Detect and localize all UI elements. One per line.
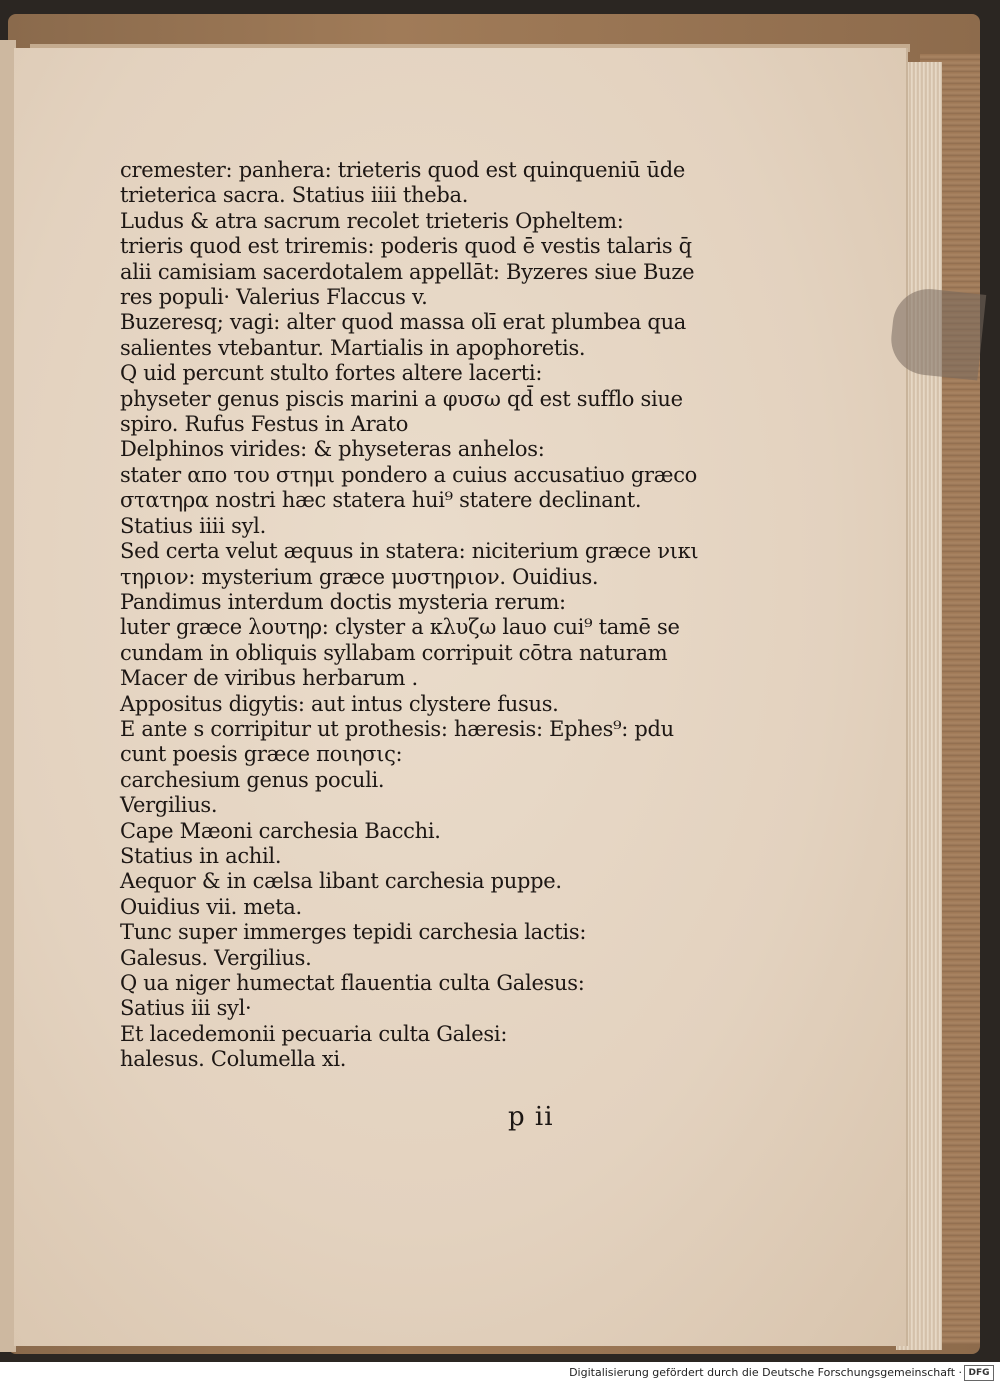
text-line: halesus. Columella xi.	[120, 1047, 347, 1072]
text-line: Galesus. Vergilius.	[120, 945, 312, 970]
text-line: Sed certa velut æquus in statera: niciterium græce νικι	[120, 539, 699, 564]
text-line: stater απο του στημι pondero a cuius accusatiuo græco	[120, 462, 698, 487]
dfg-logo: DFG	[964, 1365, 994, 1381]
text-line: Buzeresq; vagi: alter quod massa olī erat plumbea qua	[120, 310, 687, 335]
text-line: Q ua niger humectat flauentia culta Galesus:	[120, 971, 585, 995]
text-line: E ante s corripitur ut prothesis: hæresis: Ephes⁹: pdu	[120, 716, 674, 741]
text-line: cunt poesis græce ποιησις:	[120, 742, 403, 767]
text-line: Delphinos virides: & physeteras anhelos:	[120, 437, 545, 462]
text-line: Cape Mæoni carchesia Bacchi.	[120, 818, 441, 843]
text-line: Statius in achil.	[120, 843, 282, 868]
text-line: physeter genus piscis marini a φυσω qd̄ est sufflo siue	[120, 386, 683, 411]
text-line: Statius iiii syl.	[120, 513, 266, 538]
text-line: res populi· Valerius Flaccus v.	[120, 285, 428, 310]
text-line: Et lacedemonii pecuaria culta Galesi:	[120, 1021, 508, 1046]
text-line: Appositus digytis: aut intus clystere fusus.	[120, 691, 559, 716]
text-line: τηριον: mysterium græce μυστηριον. Ouidius.	[120, 564, 599, 589]
text-line: Q uid percunt stulto fortes altere lacerti:	[120, 361, 543, 386]
text-line: Aequor & in cælsa libant carchesia puppe.	[120, 869, 562, 894]
text-line: Macer de viribus herbarum .	[120, 666, 418, 691]
text-line: spiro. Rufus Festus in Arato	[120, 412, 409, 437]
page-text	[120, 158, 700, 1073]
footer-bar	[0, 1362, 1000, 1382]
text-line: Pandimus interdum doctis mysteria rerum:	[120, 589, 566, 614]
text-line: cremester: panhera: trieteris quod est quinqueniū ūde	[120, 158, 686, 182]
signature-mark: p ii	[508, 1102, 554, 1132]
text-line: alii camisiam sacerdotalem appellāt: Byzeres siue Buze	[120, 259, 695, 284]
text-line: carchesium genus poculi.	[120, 767, 385, 792]
text-line: Ouidius vii. meta.	[120, 894, 302, 919]
text-line: Ludus & atra sacrum recolet trieteris Opheltem:	[120, 208, 624, 233]
text-line: Satius iii syl·	[120, 996, 252, 1021]
text-line: trieris quod est triremis: poderis quod ē vestis talaris q̄	[120, 234, 692, 259]
text-line: luter græce λουτηρ: clyster a κλυζω lauo cui⁹ tamē se	[120, 615, 680, 640]
text-line: trieterica sacra. Statius iiii theba.	[120, 183, 469, 208]
footer-credit: Digitalisierung gefördert durch die Deutsche Forschungsgemeinschaft ·	[569, 1366, 962, 1379]
text-line: Vergilius.	[120, 793, 218, 818]
text-line: salientes vtebantur. Martialis in apophoretis.	[120, 335, 586, 360]
text-line: cundam in obliquis syllabam corripuit cōtra naturam	[120, 640, 668, 665]
text-line: στατηρα nostri hæc statera hui⁹ statere declinant.	[120, 488, 642, 513]
text-line: Tunc super immerges tepidi carchesia lactis:	[120, 920, 587, 945]
